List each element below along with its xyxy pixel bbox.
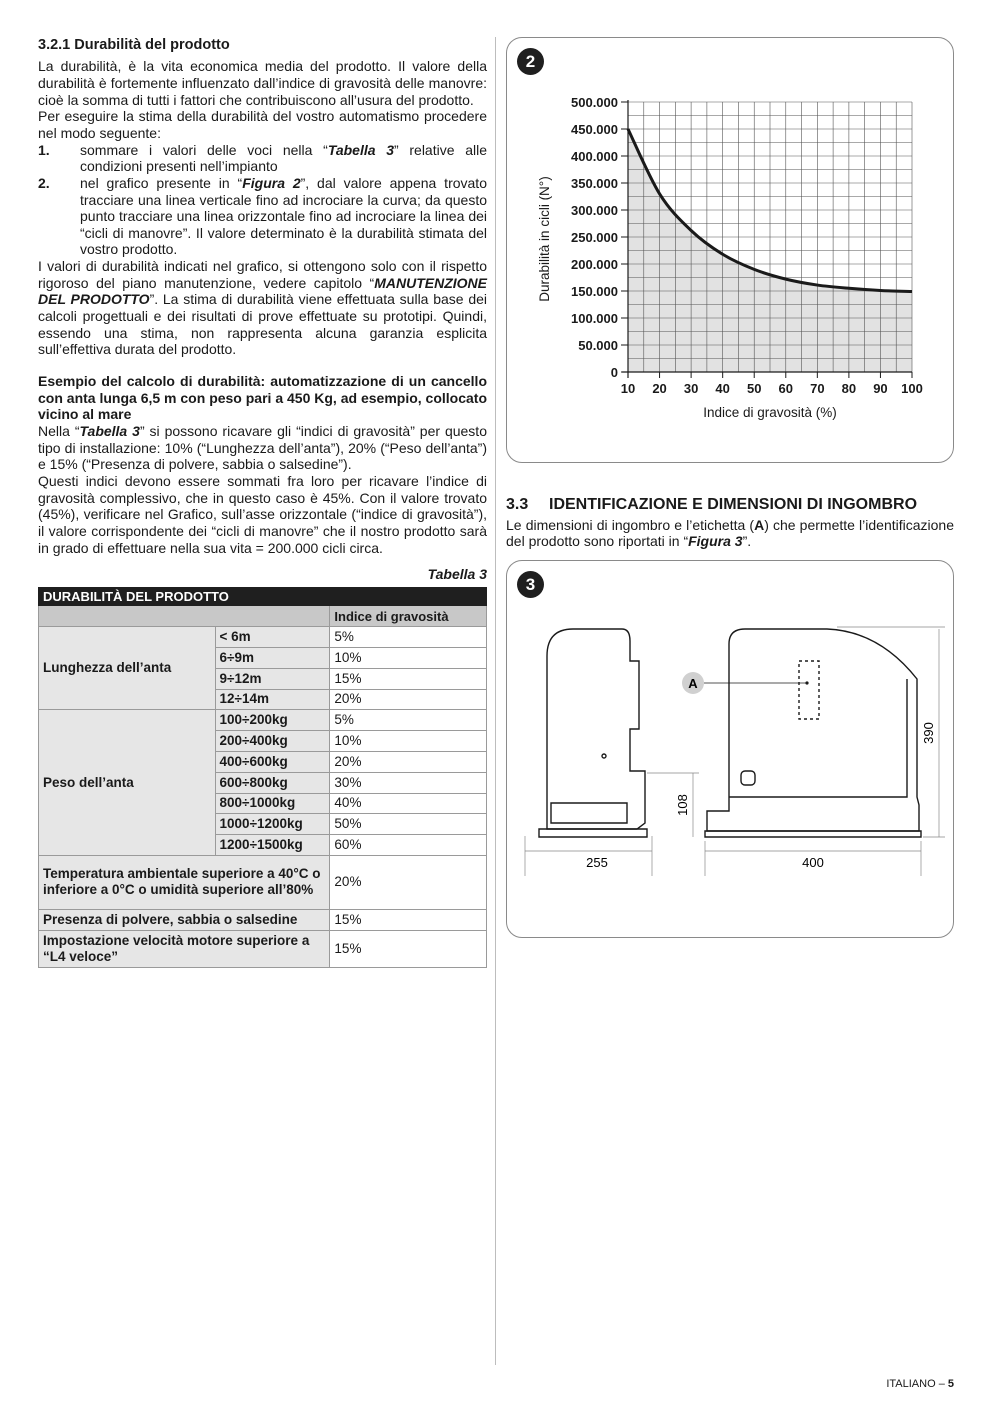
value-cell: 5%	[330, 627, 487, 648]
step-text: nel grafico presente in “Figura 2”, dal valore appena trovato tracciare una linea verticale fino ad incrociare la curva; da questo punto tracciare una linea orizzontale fino ad incrociare la linea dei “cicli di manovre”. Il valore determinato è la durabilità stimata del vostro prodotto.	[80, 174, 487, 258]
durability-table	[38, 587, 487, 968]
example-paragraph-2: Questi indici devono essere sommati fra loro per ricavare l’indice di gravosità complessivo, che in questo caso è 45%. Con il valore trovato (45%), verificare nel Grafico, sull’asse orizzontale (“indice di gravosità”), il valore corrispondente dei “cicli di manovre” che il nostro prodotto sarà in grado di effettuare nella sua vita = 200.000 cicli circa.	[38, 473, 487, 556]
y-tick-label: 0	[610, 365, 618, 380]
dim-400-label: 400	[802, 854, 824, 870]
range-cell: 6÷9m	[215, 648, 330, 669]
dimension-drawing	[507, 561, 953, 937]
dim-108-label: 108	[675, 794, 690, 816]
figure-badge: 3	[517, 571, 544, 598]
x-axis-label: Indice di gravosità (%)	[703, 405, 837, 420]
y-tick-label: 100.000	[571, 311, 618, 326]
step-item	[38, 175, 487, 258]
table-col-header: Indice di gravosità	[330, 606, 487, 627]
value-cell: 50%	[330, 814, 487, 835]
value-cell: 15%	[330, 668, 487, 689]
x-tick-label: 100	[901, 381, 923, 396]
section-title: IDENTIFICAZIONE E DIMENSIONI DI INGOMBRO	[549, 496, 918, 513]
step-text: sommare i valori delle voci nella “Tabella 3” relative alle condizioni presenti nell’impianto	[80, 141, 487, 175]
range-cell: 100÷200kg	[215, 710, 330, 731]
table-ref: Tabella 3	[327, 141, 395, 158]
category-peso: Peso dell’anta	[39, 710, 216, 856]
column-divider	[495, 37, 496, 1365]
value-cell: 5%	[330, 710, 487, 731]
range-cell: 200÷400kg	[215, 731, 330, 752]
table-title: DURABILITÀ DEL PRODOTTO	[39, 587, 487, 605]
figure-3-panel	[506, 560, 954, 938]
category-temperatura: Temperatura ambientale superiore a 40°C o inferiore a 0°C o umidità superiore all’80%	[39, 855, 330, 909]
value-cell: 20%	[330, 751, 487, 772]
value-cell: 15%	[330, 909, 487, 930]
value-cell: 20%	[330, 855, 487, 909]
value-cell: 15%	[330, 930, 487, 967]
figure-ref: Figura 3	[688, 533, 743, 550]
y-tick-label: 500.000	[571, 95, 618, 110]
range-cell: < 6m	[215, 627, 330, 648]
table-header-empty	[39, 606, 330, 627]
category-lunghezza: Lunghezza dell’anta	[39, 627, 216, 710]
y-tick-label: 450.000	[571, 122, 618, 137]
dim-390-label: 390	[921, 722, 936, 744]
table-ref: Tabella 3	[79, 423, 140, 440]
y-tick-label: 300.000	[571, 203, 618, 218]
section-heading: 3.2.1 Durabilità del prodotto	[38, 37, 230, 53]
example-paragraph: Nella “Tabella 3” si possono ricavare gli “indici di gravosità” per questo tipo di installazione: 10% (“Lunghezza dell’anta”), 20% (“Peso dell’anta”) e 15% (“Presenza di polvere, sabbia o salsedine”).	[38, 423, 487, 473]
y-tick-label: 200.000	[571, 257, 618, 272]
durability-chart	[507, 38, 953, 462]
intro-paragraph: La durabilità, è la vita economica media del prodotto. Il valore della durabilità è fortemente influenzato dall’indice di gravosità delle manovre: cioè la somma di tutti i fattori che contribuiscono all’usura del prodotto.	[38, 58, 487, 108]
section-number: 3.3	[506, 496, 529, 513]
x-tick-label: 60	[778, 381, 794, 396]
value-cell: 30%	[330, 772, 487, 793]
range-cell: 1000÷1200kg	[215, 814, 330, 835]
range-cell: 400÷600kg	[215, 751, 330, 772]
y-tick-label: 350.000	[571, 176, 618, 191]
range-cell: 600÷800kg	[215, 772, 330, 793]
label-a-text: A	[688, 675, 698, 691]
y-tick-label: 50.000	[578, 338, 618, 353]
product-logo-box	[741, 771, 755, 785]
side-view-outline	[547, 629, 645, 829]
step-number: 2.	[38, 174, 50, 191]
right-column	[506, 37, 954, 938]
figure-ref: Figura 2	[242, 174, 301, 191]
value-cell: 60%	[330, 835, 487, 856]
side-view-base	[539, 829, 647, 837]
chapter-ref: MANUTENZIONE DEL PRODOTTO	[38, 274, 487, 308]
y-tick-label: 250.000	[571, 230, 618, 245]
figure-2-panel	[506, 37, 954, 463]
left-column	[38, 37, 487, 968]
step-number: 1.	[38, 141, 50, 158]
page-footer	[886, 1378, 954, 1391]
x-tick-label: 30	[683, 381, 699, 396]
table-caption: Tabella 3	[427, 566, 487, 583]
example-heading: Esempio del calcolo di durabilità: automatizzazione di un cancello con anta lunga 6,5 m con peso pari a 450 Kg, ad esempio, collocato vicino al mare	[38, 373, 487, 423]
range-cell: 9÷12m	[215, 668, 330, 689]
y-axis-label: Durabilità in cicli (N°)	[537, 176, 552, 302]
y-tick-label: 400.000	[571, 149, 618, 164]
side-view-screw	[602, 754, 606, 758]
label-ref: A	[754, 516, 765, 533]
category-velocita: Impostazione velocità motore superiore a “L4 veloce”	[39, 930, 330, 967]
y-tick-label: 150.000	[571, 284, 618, 299]
value-cell: 10%	[330, 648, 487, 669]
front-view-base	[705, 831, 921, 837]
x-tick-label: 80	[841, 381, 857, 396]
dim-255-label: 255	[586, 854, 608, 870]
x-tick-label: 20	[652, 381, 667, 396]
section-3-3-heading	[506, 496, 954, 514]
range-cell: 1200÷1500kg	[215, 835, 330, 856]
front-view-outline	[707, 629, 919, 831]
step-item	[38, 142, 487, 175]
value-cell: 40%	[330, 793, 487, 814]
x-tick-label: 50	[746, 381, 762, 396]
durability-note: I valori di durabilità indicati nel grafico, si ottengono solo con il rispetto rigoroso del piano manutenzione, vedere capitolo “MANUTENZIONE DEL PRODOTTO”. La stima di durabilità viene effettuata sulla base dei calcoli progettuali e dei risultati di prove effettuate su prototipi. Quindi, essendo una stima, non rappresenta alcuna garanzia esplicita sull’effettiva durata del prodotto.	[38, 258, 488, 358]
identification-paragraph: Le dimensioni di ingombro e l’etichetta (A) che permette l’identificazione del prodotto sono riportati in “Figura 3”.	[506, 516, 954, 550]
x-tick-label: 90	[873, 381, 888, 396]
page-number: 5	[947, 1378, 954, 1390]
side-view-panel	[551, 803, 627, 823]
label-area	[799, 661, 819, 719]
category-polvere: Presenza di polvere, sabbia o salsedine	[39, 909, 330, 930]
x-tick-label: 40	[715, 381, 730, 396]
front-view-edge	[729, 679, 907, 797]
x-tick-label: 70	[810, 381, 825, 396]
value-cell: 20%	[330, 689, 487, 710]
range-cell: 800÷1000kg	[215, 793, 330, 814]
value-cell: 10%	[330, 731, 487, 752]
x-tick-label: 10	[620, 381, 636, 396]
footer-lang: ITALIANO –	[886, 1378, 948, 1390]
range-cell: 12÷14m	[215, 689, 330, 710]
figure-badge: 2	[517, 48, 544, 75]
intro-paragraph-2: Per eseguire la stima della durabilità del vostro automatismo procedere nel modo seguente:	[38, 108, 487, 141]
